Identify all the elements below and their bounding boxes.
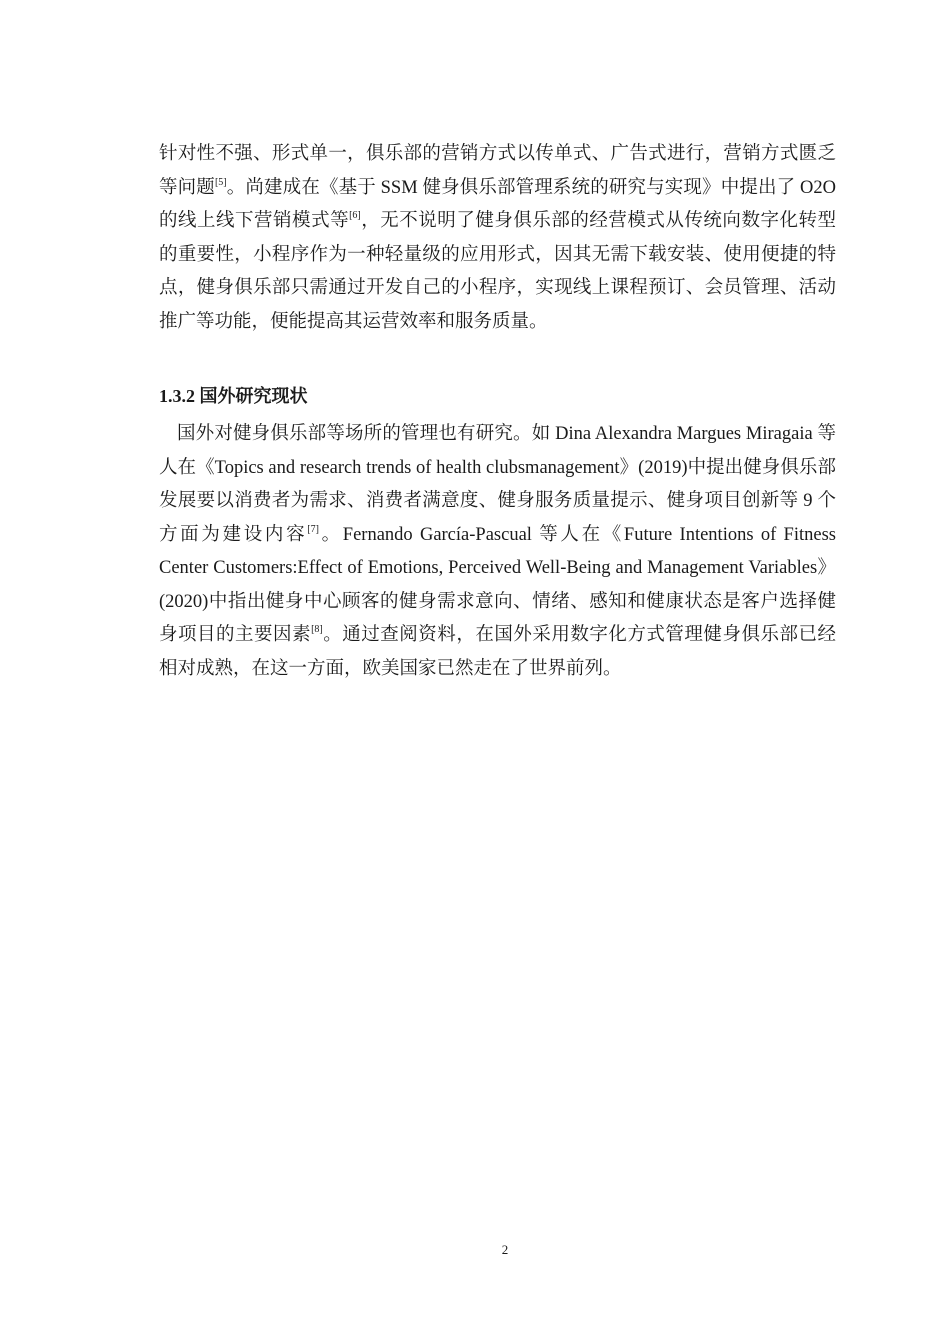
body-paragraph-1 [159, 138, 836, 339]
citation-ref-8: [8] [311, 624, 323, 635]
citation-ref-5: [5] [214, 176, 227, 188]
page-number: 2 [501, 1242, 509, 1257]
paragraph-text: ，无不说明了健身俱乐部的经营模式从传统向数字化转型的重要性，小程序作为一种轻量级的应用形式，因其无需下载安装、使用便捷的特点，健身俱乐部只需通过开发自己的小程序，实现线上课程预订、会员管理、活动推广等功能，便能提高其运营效率和服务质量。 [159, 211, 836, 332]
body-paragraph-2 [159, 418, 836, 686]
citation-ref-7: [7] [307, 523, 319, 535]
section-heading: 1.3.2 国外研究现状 [159, 386, 308, 406]
paragraph-text: 。尚建成在《基于 SSM 健身俱乐部管理系统的研究与实现》中提出了 O2O 的线上线下营销模式等 [159, 177, 836, 231]
citation-ref-6: [6] [349, 210, 361, 221]
paragraph-text: 针对性不强、形式单一，俱乐部的营销方式以传单式、广告式进行，营销方式匮乏等问题 [159, 144, 836, 198]
paragraph-text: 。Fernando García-Pascual 等人在《Future Intentions of Fitness Center Customers:Effect of Emotions, Perceived Well-Being and Management Variables》(2020)中指出健身中心顾客的健身需求意向、情绪、感知和健康状态是客户选择健身项目的主要因素 [159, 524, 836, 645]
paragraph-text: 。通过查阅资料，在国外采用数字化方式管理健身俱乐部已经相对成熟，在这一方面，欧美国家已然走在了世界前列。 [159, 625, 836, 679]
paragraph-text: 国外对健身俱乐部等场所的管理也有研究。如 Dina Alexandra Margues Miragaia 等人在《Topics and research trends of health clubsmanagement》(2019)中提出健身俱乐部发展要以消费者为需求、消费者满意度、健身服务质量提示、健身项目创新等 9 个方面为建设内容 [159, 424, 836, 545]
